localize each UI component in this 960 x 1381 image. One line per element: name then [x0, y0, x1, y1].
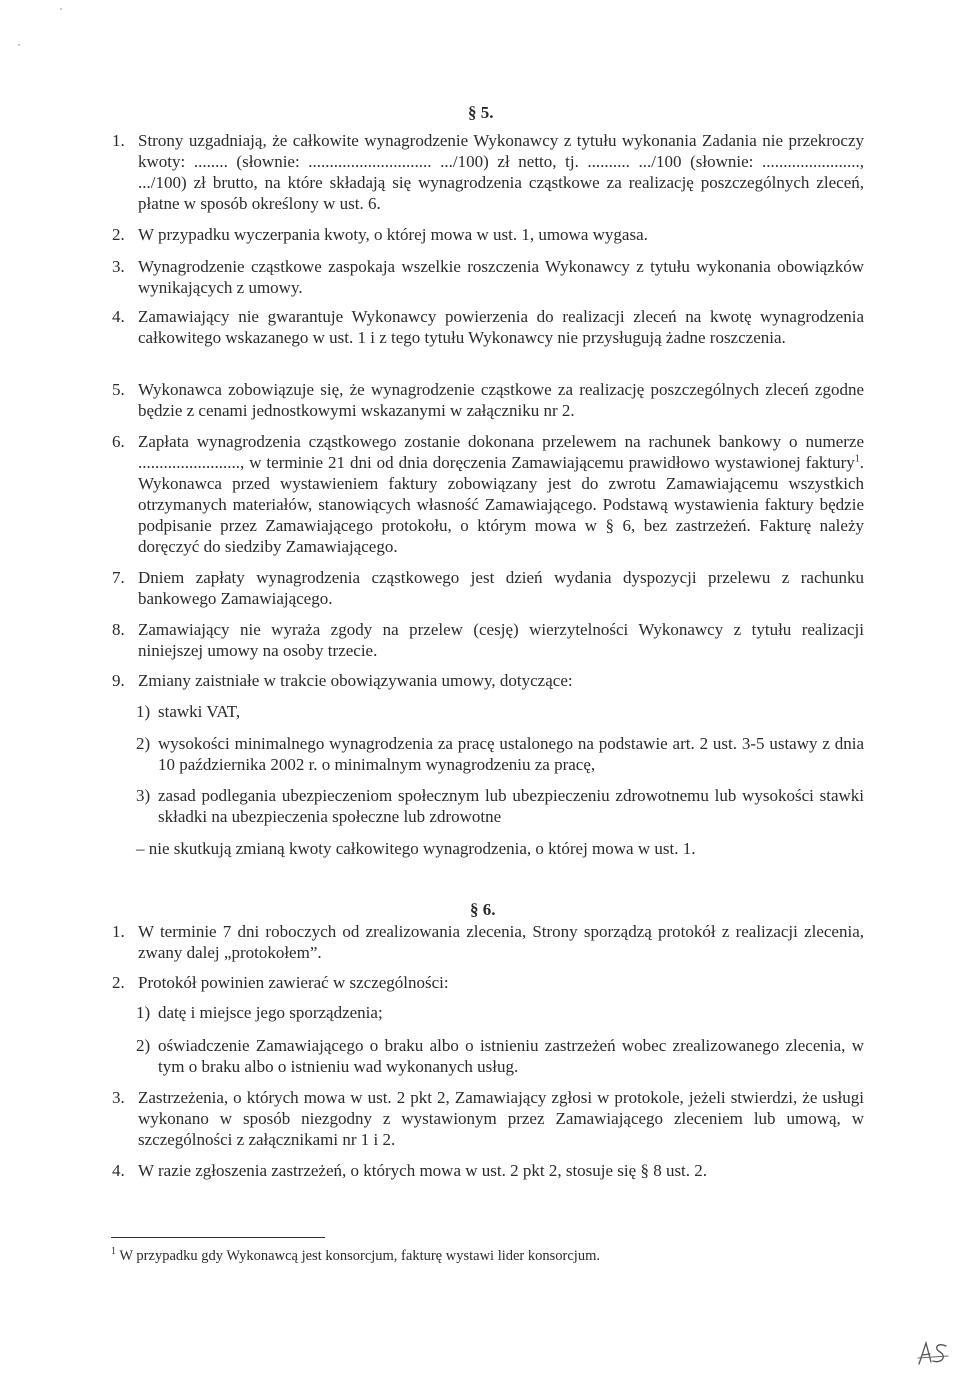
s6-subitem-1 [136, 1002, 864, 1023]
subitem-number: 2) [136, 734, 151, 753]
subitem-number: 2) [136, 1036, 151, 1055]
handwritten-initials [916, 1338, 950, 1373]
s6-item-1 [112, 921, 864, 963]
item-number: 4. [112, 1161, 125, 1180]
item-text: W przypadku wyczerpania kwoty, o której mowa w ust. 1, umowa wygasa. [138, 225, 648, 244]
item-text: Zamawiający nie gwarantuje Wykonawcy powierzenia do realizacji zleceń na kwotę wynagrodzenia całkowitego wskazanego w ust. 1 i z tego tytułu Wykonawcy nie przysługują żadne roszczenia. [138, 307, 864, 347]
s5-item-1 [112, 130, 864, 214]
footnote-separator [111, 1237, 325, 1238]
item-text-part: Zapłata wynagrodzenia cząstkowego zostanie dokonana przelewem na rachunek bankowy o numerze ........................, w terminie 21 dni od dnia doręczenia Zamawiającemu prawidłowo wystawionej faktury [138, 432, 864, 472]
subitem-number: 1) [136, 1003, 151, 1022]
s6-item-4 [112, 1160, 864, 1181]
subitem-text: datę i miejsce jego sporządzenia; [158, 1003, 383, 1022]
s6-item-3 [112, 1087, 864, 1150]
s5-item-3 [112, 256, 864, 298]
item-text: Dniem zapłaty wynagrodzenia cząstkowego jest dzień wydania dyspozycji przelewu z rachunku bankowego Zamawiającego. [138, 568, 864, 608]
item-number: 4. [112, 307, 125, 326]
subitem-number: 3) [136, 786, 151, 805]
s5-closing-text: – nie skutkują zmianą kwoty całkowitego wynagrodzenia, o której mowa w ust. 1. [136, 839, 696, 858]
item-number: 9. [112, 671, 125, 690]
s5-item-5 [112, 379, 864, 421]
s5-item-7 [112, 567, 864, 609]
item-text: Protokół powinien zawierać w szczególności: [138, 973, 449, 992]
item-number: 6. [112, 432, 125, 451]
s5-subitem-2 [136, 733, 864, 775]
section-6-heading: § 6. [470, 900, 496, 919]
item-number: 1. [112, 922, 125, 941]
item-number: 2. [112, 225, 125, 244]
item-number: 5. [112, 380, 125, 399]
item-number: 2. [112, 973, 125, 992]
s6-item-2 [112, 972, 864, 993]
scan-speck [18, 44, 20, 46]
item-number: 3. [112, 1088, 125, 1107]
item-number: 7. [112, 568, 125, 587]
footnote-reference: 1 [854, 453, 860, 465]
subitem-text: stawki VAT, [158, 702, 241, 721]
subitem-number: 1) [136, 702, 151, 721]
s5-subitem-1 [136, 701, 864, 722]
item-number: 3. [112, 257, 125, 276]
scan-speck [60, 8, 62, 10]
s5-item-4 [112, 306, 864, 348]
subitem-text: oświadczenie Zamawiającego o braku albo o istnieniu zastrzeżeń wobec zrealizowanego zlecenia, w tym o braku albo o istnieniu wad wykonanych usług. [158, 1036, 864, 1076]
s5-item-8 [112, 619, 864, 661]
footnote [111, 1247, 600, 1265]
item-text: W razie zgłoszenia zastrzeżeń, o których mowa w ust. 2 pkt 2, stosuje się § 8 ust. 2. [138, 1161, 708, 1180]
item-text [138, 431, 864, 557]
s6-subitem-2 [136, 1035, 864, 1077]
footnote-text: W przypadku gdy Wykonawcą jest konsorcjum, fakturę wystawi lider konsorcjum. [119, 1248, 600, 1264]
initials-mark [916, 1338, 950, 1368]
item-number: 8. [112, 620, 125, 639]
s5-item-2 [112, 224, 864, 245]
section-5-heading: § 5. [468, 103, 494, 122]
s5-item-9 [112, 670, 864, 691]
subitem-text: wysokości minimalnego wynagrodzenia za pracę ustalonego na podstawie art. 2 ust. 3-5 ustawy z dnia 10 października 2002 r. o minimalnym wynagrodzeniu za pracę, [158, 734, 864, 774]
s5-item-6 [112, 431, 864, 557]
item-text: Wykonawca zobowiązuje się, że wynagrodzenie cząstkowe za realizację poszczególnych zleceń zgodne będzie z cenami jednostkowymi wskazanymi w załączniku nr 2. [138, 380, 864, 420]
item-text: Zmiany zaistniałe w trakcie obowiązywania umowy, dotyczące: [138, 671, 573, 690]
item-text: W terminie 7 dni roboczych od zrealizowania zlecenia, Strony sporządzą protokół z realizacji zlecenia, zwany dalej „protokołem”. [138, 922, 864, 962]
s5-subitem-3 [136, 785, 864, 827]
item-text: Zamawiający nie wyraża zgody na przelew (cesję) wierzytelności Wykonawcy z tytułu realizacji niniejszej umowy na osoby trzecie. [138, 620, 864, 660]
subitem-text: zasad podlegania ubezpieczeniom społecznym lub ubezpieczeniu zdrowotnemu lub wysokości stawki składki na ubezpieczenia społeczne lub zdrowotne [158, 786, 864, 826]
footnote-mark: 1 [111, 1246, 116, 1258]
item-text-part: . Wykonawca przed wystawieniem faktury zobowiązany jest do zwrotu Zamawiającemu wszystkich otrzymanych materiałów, stanowiących własność Zamawiającego. Podstawą wystawienia faktury będzie podpisanie przez Zamawiającego protokołu, o którym mowa w § 6, bez zastrzeżeń. Fakturę należy doręczyć do siedziby Zamawiającego. [138, 453, 864, 556]
item-text: Zastrzeżenia, o których mowa w ust. 2 pkt 2, Zamawiający zgłosi w protokole, jeżeli stwierdzi, że usługi wykonano w sposób niezgodny z wystawionym przez Zamawiającego zleceniem lub umową, w szczególności z załącznikami nr 1 i 2. [138, 1088, 864, 1149]
item-text: Strony uzgadniają, że całkowite wynagrodzenie Wykonawcy z tytułu wykonania Zadania nie przekroczy kwoty: ........ (słownie: ............................. .../100) zł netto, tj. .......... .../100 (słownie: ......................., .../100) zł brutto, na które składają się wynagrodzenia cząstkowe za realizację poszczególnych zleceń, płatne w sposób określony w ust. 6. [138, 131, 864, 213]
item-number: 1. [112, 131, 125, 150]
item-text: Wynagrodzenie cząstkowe zaspokaja wszelkie roszczenia Wykonawcy z tytułu wykonania obowiązków wynikających z umowy. [138, 257, 864, 297]
